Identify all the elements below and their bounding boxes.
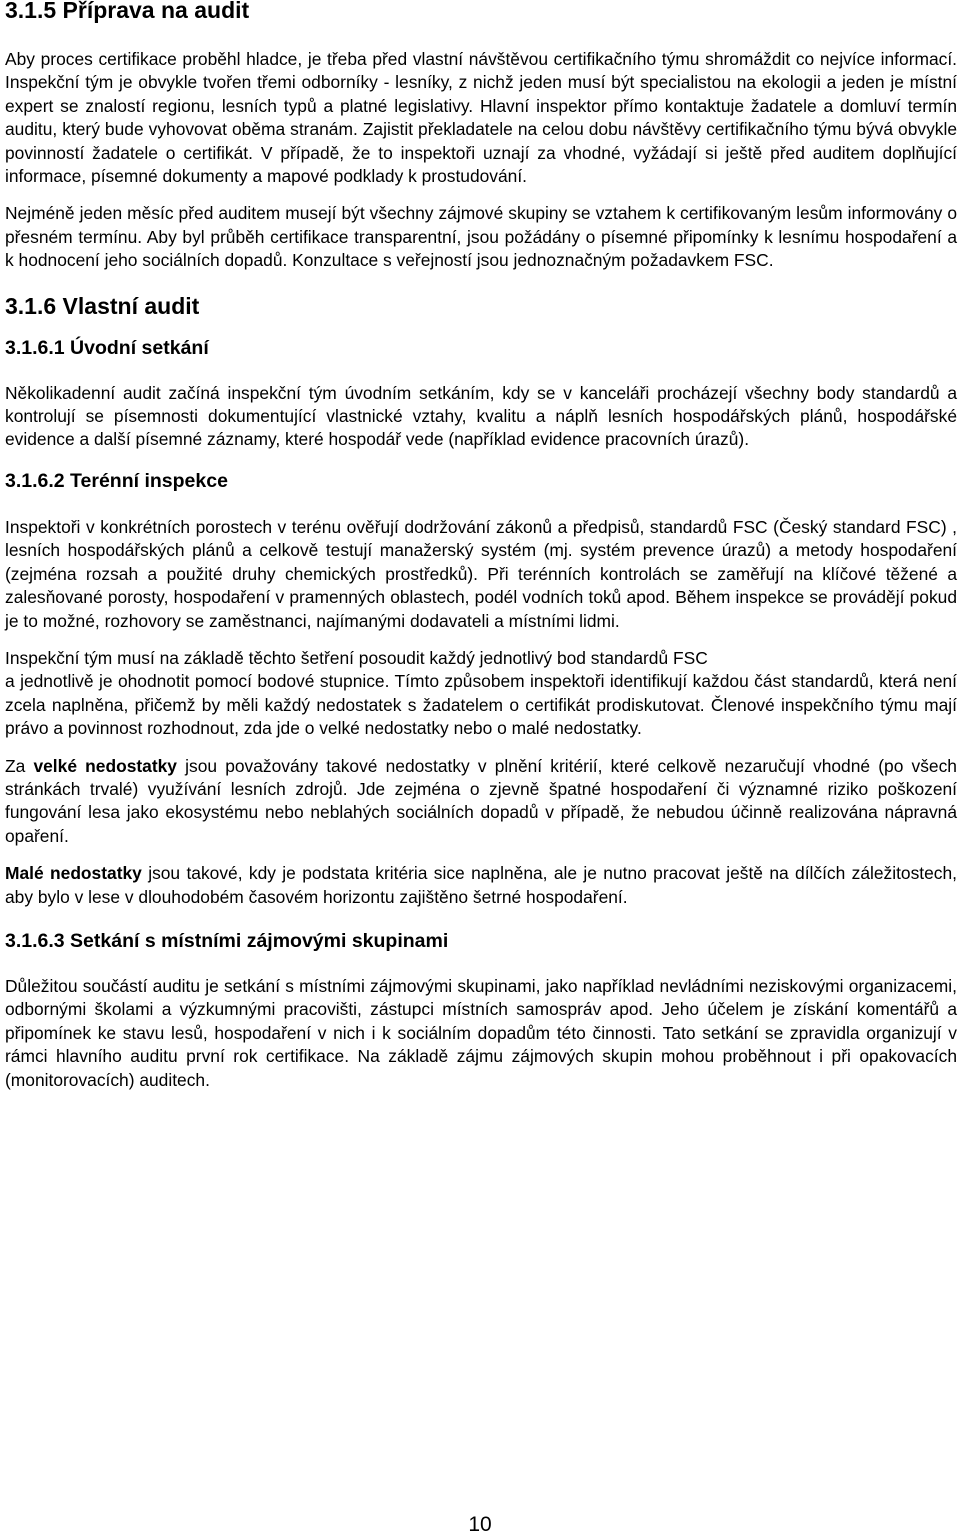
paragraph-field-inspection-2-first-line: Inspekční tým musí na základě těchto šetření posoudit každý jednotlivý bod standardů FSC (5, 647, 708, 668)
paragraph-intro-meeting: Několikadenní audit začíná inspekční tým úvodním setkáním, kdy se v kanceláři procházejí všechny body standardů a kontrolují se písemnosti dokumentující vlastnické vztahy, kvalitu a náplň lesních hospodářských plánů, hospodářské evidence a další písemné záznamy, které hospodář vede (například evidence pracovních úrazů). (5, 382, 957, 450)
paragraph-preparation-1: Aby proces certifikace proběhl hladce, je třeba před vlastní návštěvou certifikačního týmu shromáždit co nejvíce informací. Inspekční tým je obvykle tvořen třemi odborníky - lesníky, z nichž jeden musí být specialistou na ekologii a jeden je místní expert se znalostí regionu, lesních typů a platné legislativy. Hlavní inspektor přímo kontaktuje žadatele a domluví termín auditu, který bude vyhovovat oběma stranám. Zajistit překladatele na celou dobu návštěvy certifikačního týmu bývá obvykle povinností žadatele o certifikát. V případě, že to inspektoři uznají za vhodné, vyžádají si ještě před auditem doplňující informace, písemné dokumenty a mapové podklady k prostudování. (5, 49, 957, 187)
heading-3-1-5: 3.1.5 Příprava na audit (5, 0, 250, 23)
heading-3-1-6: 3.1.6 Vlastní audit (5, 292, 200, 319)
heading-3-1-6-2: 3.1.6.2 Terénní inspekce (5, 469, 228, 492)
paragraph-major-deficiencies (5, 755, 957, 849)
minor-deficiencies-term: Malé nedostatky (5, 863, 142, 884)
major-prefix: Za (5, 755, 34, 776)
page-number: 10 (468, 1513, 492, 1536)
major-deficiencies-term: velké nedostatky (33, 755, 177, 776)
paragraph-stakeholder-meeting: Důležitou součástí auditu je setkání s místními zájmovými skupinami, jako například nevládními neziskovými organizacemi, odbornými školami a výzkumnými pracovišti, zástupci místních samospráv apod. Jeho účelem je získání komentářů a připomínek ke stavu lesů, hospodaření v nich i k sociálním dopadům této činnosti. Tato setkání se zpravidla organizují v rámci hlavního auditu první rok certifikace. Na základě zájmu zájmových skupin mohou proběhnout i při opakovacích (monitorovacích) auditech. (5, 975, 957, 1090)
paragraph-minor-deficiencies (5, 862, 957, 909)
paragraph-field-inspection-2 (5, 647, 957, 741)
paragraph-field-inspection-2-rest: a jednotlivě je ohodnotit pomocí bodové stupnice. Tímto způsobem inspektoři identifikují každou část standardů, která není zcela naplněna, přičemž by měli každý nedostatek s žadatelem o certifikát prodiskutovat. Členové inspekčního týmu mají právo a povinnost rozhodnout, zda jde o velké nedostatky nebo o malé nedostatky. (5, 671, 957, 739)
minor-deficiencies-text: jsou takové, kdy je podstata kritéria sice naplněna, ale je nutno pracovat ještě na dílčích záležitostech, aby bylo v lese v dlouhodobém časovém horizontu zajištěno šetrné hospodaření. (5, 863, 958, 907)
heading-3-1-6-1: 3.1.6.1 Úvodní setkání (5, 336, 209, 359)
major-deficiencies-text: jsou považovány takové nedostatky v plnění kritérií, které celkově nezaručují vhodné (po všech stránkách trvalé) využívání lesních zdrojů. Jde zejména o zjevně špatné hospodaření či významné riziko poškození fungování lesa jako ekosystému nebo neblahých sociálních dopadů v případě, že nebudou účinně realizována nápravná opaření. (5, 755, 957, 846)
heading-3-1-6-3: 3.1.6.3 Setkání s místními zájmovými skupinami (5, 929, 449, 952)
document-page (5, 0, 957, 1092)
paragraph-preparation-2: Nejméně jeden měsíc před auditem musejí být všechny zájmové skupiny se vztahem k certifikovaným lesům informovány o přesném termínu. Aby byl průběh certifikace transparentní, jsou požádány o písemné připomínky k lesnímu hospodaření a k hodnocení jeho sociálních dopadů. Konzultace s veřejností jsou jednoznačným požadavkem FSC. (5, 203, 957, 271)
paragraph-field-inspection-1: Inspektoři v konkrétních porostech v terénu ověřují dodržování zákonů a předpisů, standardů FSC (Český standard FSC) , lesních hospodářských plánů a celkově testují manažerský systém (mj. systém prevence úrazů) a metody hospodaření (zejména rozsah a použité druhy chemických prostředků). Při terénních kontrolách se zaměřují na klíčové těžené a zalesňované porosty, hospodaření v pramenných oblastech, podél vodních toků apod. Během inspekce se provádějí pokud je to možné, rozhovory se zaměstnanci, najímanými dodavateli a místními lidmi. (5, 516, 957, 631)
